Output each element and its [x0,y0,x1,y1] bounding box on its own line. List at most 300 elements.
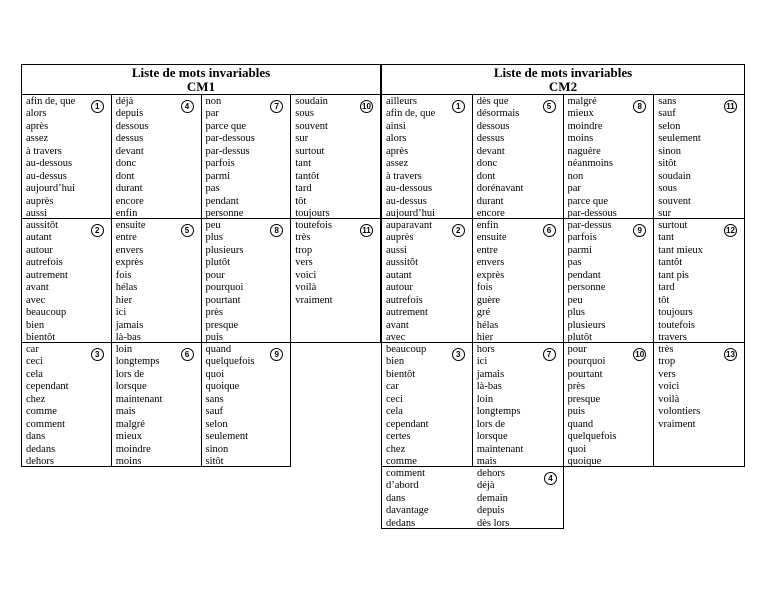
word-item: au-dessus [26,170,67,182]
word-item: autrement [386,307,428,319]
word-item: près [205,307,223,319]
block-number-badge: 1 [91,100,104,113]
word-item: là-bas [476,381,502,393]
word-item: quoique [205,381,240,393]
word-item: bien [386,356,405,368]
cm2-block-row [381,95,745,219]
word-item: trop [658,356,676,368]
cm2-block-4 [381,466,564,529]
word-item: sous [658,183,677,195]
word-item: beaucoup [386,344,427,355]
block-number-badge: 2 [91,224,104,237]
block-number-badge: 10 [633,348,646,361]
word-item: exprès [115,257,144,269]
block-number-badge: 11 [724,100,737,113]
word-item: auparavant [386,220,433,231]
word-item: tant [295,158,311,170]
word-item: encore [115,195,144,207]
cm2-panel [381,64,745,529]
word-item: plusieurs [567,319,606,331]
word-item: par [567,183,581,195]
word-item: par-dessus [567,220,612,231]
word-item: près [567,381,585,393]
word-item: tantôt [295,170,320,182]
cm1-block-row [21,95,381,219]
word-item: déjà [477,480,495,492]
word-item: après [26,120,49,132]
word-item: quoi [205,368,225,380]
word-item: par-dessous [205,133,255,145]
word-item: pourtant [205,294,241,306]
block-number-badge: 10 [360,100,373,113]
word-item: par [205,108,219,120]
word-item: ici [115,307,127,319]
word-item: assez [26,133,49,145]
word-item: à travers [386,170,422,182]
cm2-block-row [381,343,745,467]
word-item: tard [658,282,675,294]
word-item: comme [26,406,57,418]
block-number-badge: 3 [91,348,104,361]
cm2-block-13 [653,342,745,467]
block-number-badge: 5 [181,224,194,237]
word-item: parmi [205,170,230,182]
word-item: plusieurs [205,244,244,256]
word-item: quand [205,344,232,355]
word-item: pour [205,269,225,281]
cm1-block-10 [290,94,381,219]
cm2-block-10 [563,342,655,467]
word-item: ainsi [386,120,406,132]
word-item: presque [567,393,601,405]
cm1-title-line1: Liste de mots invariables [131,65,271,80]
block-number-badge: 9 [633,224,646,237]
cm1-block-5 [111,218,202,343]
word-item: exprès [476,269,505,281]
cm1-block-row [21,219,381,343]
word-item: quoique [567,456,602,468]
block-number-badge: 13 [724,348,737,361]
cm1-block-4 [111,94,202,219]
word-item: sur [295,133,309,145]
word-item: sur [658,208,672,220]
cm2-block-12 [653,218,745,343]
word-item: comme [386,456,417,468]
word-item: maintenant [115,393,163,405]
word-item: plutôt [567,332,593,344]
word-item: tantôt [658,257,683,269]
word-item: volontiers [658,406,701,418]
word-item: soudain [295,96,328,107]
word-item: bientôt [386,368,416,380]
block-number-badge: 3 [452,348,465,361]
word-item: avec [26,294,46,306]
block-number-badge: 8 [633,100,646,113]
cm2-block-11 [653,94,745,219]
word-item: enfin [476,220,499,231]
word-item: parmi [567,244,592,256]
word-item: donc [476,158,498,170]
word-item: autrefois [26,257,63,269]
block-4-column-a [386,468,429,530]
word-item: entre [476,244,498,256]
word-item: plus [205,232,224,244]
word-item: devant [115,145,144,157]
word-item: quelquefois [205,356,255,368]
word-item: car [26,344,39,355]
word-item: vraiment [295,294,333,306]
cm2-block-3 [381,342,473,467]
word-item: sauf [658,108,676,120]
block-number-badge: 4 [181,100,194,113]
word-item: aussi [26,208,47,220]
block-number-badge: 12 [724,224,737,237]
word-item: plutôt [205,257,231,269]
block-number-badge: 7 [270,100,283,113]
word-item: comment [26,418,66,430]
word-item: lorsque [115,381,147,393]
word-item: parce que [567,195,609,207]
cm2-title-line2: CM2 [548,78,578,94]
word-item: assez [386,158,409,170]
word-item: dedans [386,517,416,529]
word-item: pas [205,183,220,195]
block-number-badge: 9 [270,348,283,361]
word-item: fois [115,269,132,281]
word-item: surtout [658,220,688,231]
word-item: après [386,145,409,157]
word-item: autant [386,269,412,281]
word-item: là-bas [115,332,141,344]
cm2-block-2 [381,218,473,343]
block-number-badge: 6 [181,348,194,361]
word-item: parfois [567,232,597,244]
word-item: lors de [115,368,145,380]
word-item: au-dessous [386,183,433,195]
word-item: aujourd’hui [26,183,75,195]
word-item: toutefois [295,220,332,231]
word-item: dessous [115,120,149,132]
word-item: jamais [476,368,505,380]
word-item: autour [26,244,53,256]
word-item: peu [567,294,583,306]
cm2-block-5 [472,94,564,219]
cm2-title [381,64,745,95]
word-item: toujours [295,208,330,220]
word-item: hélas [115,282,138,294]
word-item: cependant [26,381,69,393]
word-item: ensuite [476,232,507,244]
word-item: mieux [115,431,142,443]
cm1-title [21,64,381,95]
word-item: chez [26,393,46,405]
block-number-badge: 5 [543,100,556,113]
cm1-word-grid [21,95,381,467]
word-item: tant [658,232,674,244]
word-item: depuis [115,108,144,120]
word-item: envers [476,257,505,269]
word-item: selon [205,418,228,430]
word-item: demain [477,492,508,504]
word-item: jamais [115,319,144,331]
word-item: sans [205,393,224,405]
word-item: longtemps [115,356,160,368]
word-item: autour [386,282,413,294]
word-item: pendant [567,269,601,281]
block-4-column-b [477,468,509,530]
cm2-block-8 [563,94,655,219]
word-item: auprès [26,195,54,207]
word-item: pendant [205,195,239,207]
word-item: chez [386,443,406,455]
cm2-block-1 [381,94,473,219]
word-item: non [205,96,222,107]
word-item: aussi [386,244,407,256]
word-item: non [567,170,584,182]
word-item: sans [658,96,677,107]
word-item: tôt [658,294,670,306]
cm2-block-row [381,219,745,343]
word-item: certes [386,431,411,443]
word-item: sauf [205,406,223,418]
word-item: longtemps [476,406,521,418]
word-item: moindre [115,443,151,455]
word-item: hélas [476,319,499,331]
word-item: pour [567,344,587,355]
block-number-badge: 7 [543,348,556,361]
word-item: personne [205,208,244,220]
word-item: pourquoi [205,282,244,294]
word-item: pas [567,257,582,269]
word-item: cependant [386,418,429,430]
word-item: mais [476,456,497,468]
word-item: autrement [26,269,68,281]
word-item: dessous [476,120,510,132]
word-item: vers [295,257,313,269]
cm2-block-6 [472,218,564,343]
word-item: moins [115,456,142,468]
word-item: à travers [26,145,62,157]
word-item: avant [26,282,49,294]
word-item: dont [115,170,135,182]
word-item: dans [386,492,406,504]
word-item: désormais [476,108,520,120]
word-item: vers [658,368,676,380]
word-item: enfin [115,208,138,220]
word-item: aussitôt [26,220,59,231]
word-item: selon [658,120,681,132]
word-item: autrefois [386,294,423,306]
word-item: dont [476,170,496,182]
block-number-badge: 6 [543,224,556,237]
word-item: aujourd’hui [386,208,435,220]
word-item: malgré [567,96,597,107]
cm2-block-7 [472,342,564,467]
word-item: malgré [115,418,145,430]
cm1-block-9 [201,342,292,467]
word-item: quoi [567,443,587,455]
word-item: voilà [295,282,317,294]
word-item: bien [26,319,45,331]
word-item: fois [476,282,493,294]
word-item: soudain [658,170,691,182]
word-item: souvent [658,195,691,207]
word-item: dedans [26,443,56,455]
word-item: dorénavant [476,183,524,195]
cm2-word-grid [381,95,745,529]
word-item: très [295,232,311,244]
word-item: lors de [476,418,506,430]
word-item: afin de, que [386,108,436,120]
word-item: seulement [658,133,701,145]
word-item: alors [26,108,47,120]
cm2-block-row [381,467,745,529]
word-item: pourtant [567,368,603,380]
block-4-divider [472,467,473,528]
word-item: au-dessus [386,195,427,207]
word-item: durant [476,195,504,207]
word-item: voici [295,269,317,281]
word-item: avec [386,332,406,344]
word-item: par-dessus [205,145,250,157]
word-item: mieux [567,108,594,120]
cm1-block-7 [201,94,292,219]
word-item: avant [386,319,409,331]
word-item: gré [476,307,491,319]
word-item: déjà [115,96,134,107]
word-item: toujours [658,307,693,319]
cm2-block-9 [563,218,655,343]
word-item: devant [476,145,505,157]
word-item: hier [115,294,133,306]
cm2-title-line1: Liste de mots invariables [493,65,633,80]
word-item: quand [567,418,594,430]
word-item: dessus [476,133,505,145]
word-item: autant [26,232,52,244]
word-item: très [658,344,674,355]
word-item: cela [386,406,403,418]
word-item: parce que [205,120,247,132]
word-item: pourquoi [567,356,606,368]
word-item: hors [476,344,495,355]
word-item: tard [295,183,312,195]
word-item: durant [115,183,143,195]
word-item: ceci [386,393,403,405]
word-item: sinon [658,145,682,157]
word-item: néanmoins [567,158,613,170]
word-item: sous [295,108,314,120]
word-item: tant mieux [658,244,703,256]
cm1-block-11 [290,218,381,343]
word-item: afin de, que [26,96,76,107]
block-number-badge: 11 [360,224,373,237]
word-item: surtout [295,145,325,157]
word-item: ailleurs [386,96,417,107]
word-item: dès que [476,96,509,107]
word-item: puis [205,332,224,344]
block-number-badge: 8 [270,224,283,237]
word-item: vraiment [658,418,696,430]
word-item: personne [567,282,606,294]
block-number-badge: 4 [544,472,557,485]
word-item: d’abord [386,480,419,492]
word-item: toutefois [658,319,695,331]
word-item: tôt [295,195,307,207]
word-item: cela [26,368,43,380]
word-item: voici [658,381,680,393]
word-item: plus [567,307,586,319]
word-item: sitôt [205,456,224,468]
word-item: car [386,381,399,393]
cm1-block-1 [21,94,112,219]
word-item: comment [386,468,426,479]
word-item: dehors [26,456,54,468]
word-item: souvent [295,120,328,132]
word-item: dessus [115,133,144,145]
cm1-block-2 [21,218,112,343]
word-item: presque [205,319,239,331]
word-item: entre [115,232,137,244]
cm1-block-6 [111,342,202,467]
word-item: envers [115,244,144,256]
word-item: ceci [26,356,43,368]
word-item: moindre [567,120,603,132]
word-item: trop [295,244,313,256]
word-item: aussitôt [386,257,419,269]
word-item: ensuite [115,220,146,231]
word-item: dès lors [477,517,510,529]
word-item: encore [476,208,505,220]
word-item: dans [26,431,46,443]
word-item: auprès [386,232,414,244]
word-item: parfois [205,158,235,170]
word-item: par-dessous [567,208,617,220]
word-item: loin [476,393,494,405]
word-item: beaucoup [26,307,67,319]
word-item: au-dessous [26,158,73,170]
word-item: donc [115,158,137,170]
word-item: ici [476,356,488,368]
word-item: moins [567,133,594,145]
word-item: guère [476,294,501,306]
cm1-block-row [21,343,381,467]
cm1-block-8 [201,218,292,343]
word-item: travers [658,332,687,344]
cm1-block-3 [21,342,112,467]
word-item: seulement [205,431,249,443]
word-item: depuis [477,505,505,517]
word-item: quelquefois [567,431,617,443]
word-item: sitôt [658,158,677,170]
word-item: sinon [205,443,229,455]
word-item: mais [115,406,136,418]
word-item: loin [115,344,133,355]
word-item: tant pis [658,269,689,281]
block-number-badge: 1 [452,100,465,113]
word-item: hier [476,332,494,344]
block-number-badge: 2 [452,224,465,237]
word-item: peu [205,220,221,231]
word-item: bientôt [26,332,56,344]
word-item: lorsque [476,431,508,443]
word-item: puis [567,406,586,418]
word-item: davantage [386,505,429,517]
cm1-title-line2: CM1 [186,78,216,94]
word-item: dehors [477,468,505,479]
word-item: naguère [567,145,601,157]
cm1-panel [21,64,381,467]
word-item: alors [386,133,407,145]
